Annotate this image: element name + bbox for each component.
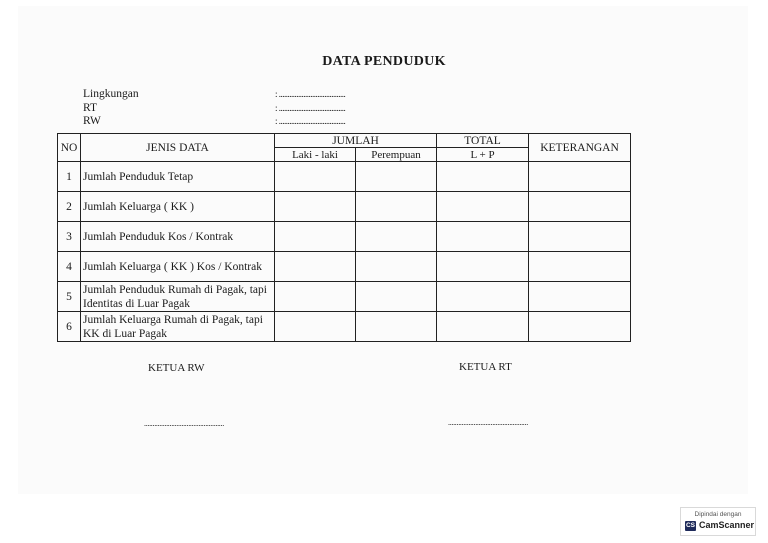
- camscanner-watermark: [680, 507, 756, 536]
- cell-total: [437, 282, 529, 312]
- signature-label-ketua-rw: KETUA RW: [148, 362, 205, 374]
- signature-label-ketua-rt: KETUA RT: [459, 361, 512, 373]
- cell-laki-laki: [275, 192, 356, 222]
- row-number: 5: [58, 282, 81, 312]
- cell-perempuan: [356, 162, 437, 192]
- signature-line-rt: ...............................................: [448, 418, 528, 427]
- row-number: 3: [58, 222, 81, 252]
- header-perempuan: Perempuan: [356, 148, 437, 162]
- cell-keterangan: [529, 252, 631, 282]
- cell-keterangan: [529, 222, 631, 252]
- cell-laki-laki: [275, 312, 356, 342]
- table-row: [58, 162, 631, 192]
- field-label: RW: [83, 115, 101, 127]
- cell-perempuan: [356, 312, 437, 342]
- field-blank: : ......................................: [275, 116, 346, 126]
- header-laki-laki: Laki - laki: [275, 148, 356, 162]
- header-total: TOTAL: [437, 134, 529, 148]
- field-label: Lingkungan: [83, 88, 139, 100]
- cell-keterangan: [529, 192, 631, 222]
- header-keterangan: KETERANGAN: [529, 134, 631, 162]
- header-jenis-data: JENIS DATA: [81, 134, 275, 162]
- row-jenis-data: Jumlah Keluarga ( KK ) Kos / Kontrak: [81, 252, 275, 282]
- table-row: [58, 252, 631, 282]
- row-jenis-data: Jumlah Penduduk Kos / Kontrak: [81, 222, 275, 252]
- document-title: DATA PENDUDUK: [322, 54, 446, 69]
- cell-laki-laki: [275, 222, 356, 252]
- row-jenis-data: Jumlah Penduduk Tetap: [81, 162, 275, 192]
- cell-total: [437, 312, 529, 342]
- watermark-brand: CamScanner: [699, 520, 755, 530]
- header-no: NO: [58, 134, 81, 162]
- table-row: [58, 222, 631, 252]
- cell-keterangan: [529, 312, 631, 342]
- row-number: 2: [58, 192, 81, 222]
- table-header-row: [58, 134, 631, 148]
- table-row: [58, 192, 631, 222]
- signature-line-rw: ...............................................: [144, 419, 224, 428]
- field-label: RT: [83, 101, 98, 114]
- row-number: 1: [58, 162, 81, 192]
- row-number: 4: [58, 252, 81, 282]
- cell-perempuan: [356, 222, 437, 252]
- cell-perempuan: [356, 192, 437, 222]
- cell-keterangan: [529, 162, 631, 192]
- population-table: [57, 133, 631, 342]
- cell-total: [437, 222, 529, 252]
- camscanner-logo-icon: CS: [685, 522, 696, 529]
- field-blank: : ......................................: [275, 102, 346, 113]
- header-l-plus-p: L + P: [437, 148, 529, 162]
- header-jumlah: JUMLAH: [275, 134, 437, 148]
- row-jenis-data: Jumlah Penduduk Rumah di Pagak, tapi Identitas di Luar Pagak: [81, 282, 275, 312]
- cell-laki-laki: [275, 282, 356, 312]
- cell-perempuan: [356, 252, 437, 282]
- cell-laki-laki: [275, 162, 356, 192]
- cell-total: [437, 162, 529, 192]
- watermark-caption: Dipindai dengan: [694, 511, 742, 518]
- cell-keterangan: [529, 282, 631, 312]
- cell-perempuan: [356, 282, 437, 312]
- cell-total: [437, 192, 529, 222]
- cell-total: [437, 252, 529, 282]
- row-jenis-data: Jumlah Keluarga ( KK ): [81, 192, 275, 222]
- table-row: [58, 282, 631, 312]
- table-row: [58, 312, 631, 342]
- field-blank: : ......................................: [275, 89, 346, 99]
- row-number: 6: [58, 312, 81, 342]
- row-jenis-data: Jumlah Keluarga Rumah di Pagak, tapi KK di Luar Pagak: [81, 312, 275, 342]
- cell-laki-laki: [275, 252, 356, 282]
